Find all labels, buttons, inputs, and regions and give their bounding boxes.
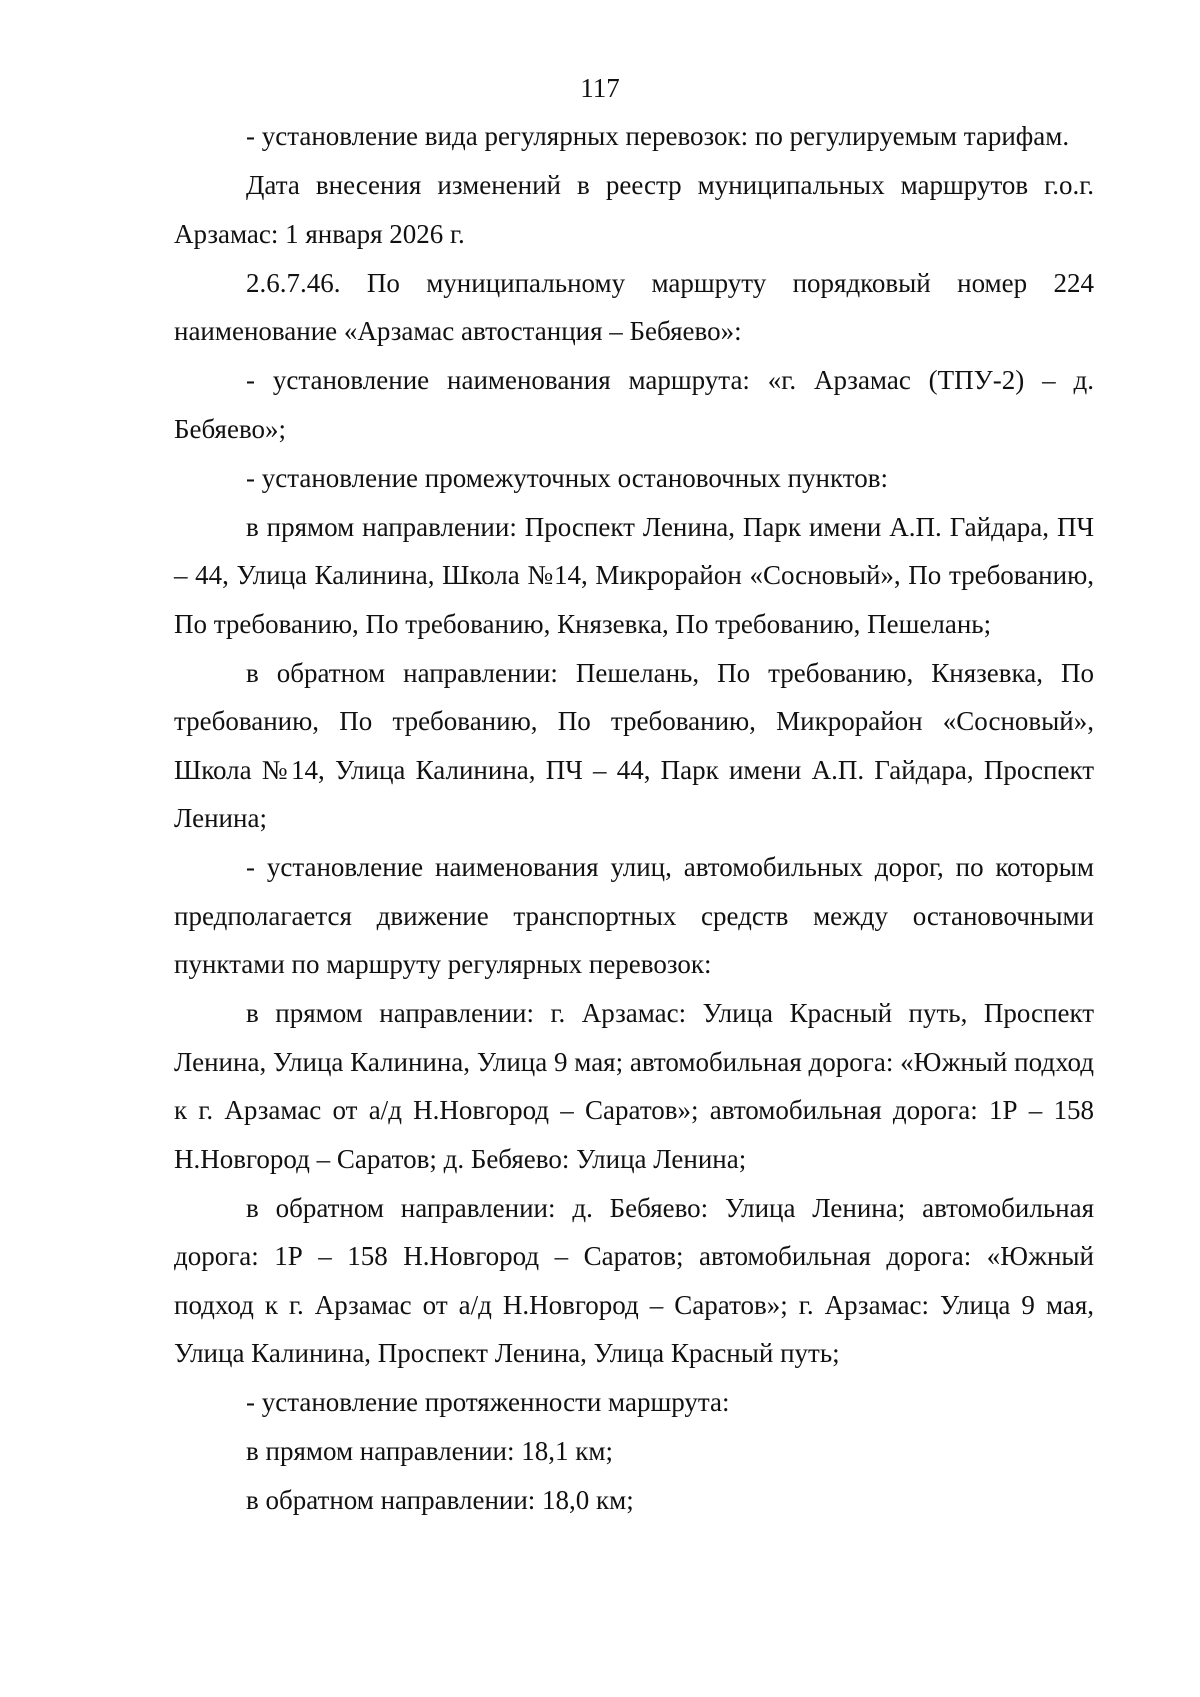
- paragraph-registry-change-date: Дата внесения изменений в реестр муниципальных маршрутов г.о.г. Арзамас: 1 января 2026 г.: [174, 170, 1094, 249]
- paragraph-regular-transport-type: - установление вида регулярных перевозок: по регулируемым тарифам.: [246, 121, 1070, 151]
- paragraph-route-name: - установление наименования маршрута: «г. Арзамас (ТПУ-2) – д. Бебяево»;: [174, 365, 1094, 444]
- paragraph-length-forward: в прямом направлении: 18,1 км;: [246, 1436, 613, 1466]
- paragraph-stops-forward: в прямом направлении: Проспект Ленина, Парк имени А.П. Гайдара, ПЧ – 44, Улица Калинина, Школа №14, Микрорайон «Сосновый», По требованию, По требованию, По требованию, Князевка, По требованию, Пешелань;: [174, 511, 1094, 639]
- document-body: [174, 112, 1094, 1525]
- paragraph-stops-backward: в обратном направлении: Пешелань, По требованию, Князевка, По требованию, По требованию, По требованию, Микрорайон «Сосновый», Школа №14, Улица Калинина, ПЧ – 44, Парк имени А.П. Гайдара, Проспект Ленина;: [174, 657, 1094, 833]
- paragraph-streets-forward: в прямом направлении: г. Арзамас: Улица Красный путь, Проспект Ленина, Улица Калинина, Улица 9 мая; автомобильная дорога: «Южный подход к г. Арзамас от а/д Н.Новгород – Саратов»; автомобильная дорога: 1Р – 158 Н.Новгород – Саратов; д. Бебяево: Улица Ленина;: [174, 998, 1094, 1174]
- paragraph-route-224-heading: 2.6.7.46. По муниципальному маршруту порядковый номер 224 наименование «Арзамас автостанция – Бебяево»:: [174, 267, 1094, 346]
- page-number: 117: [580, 73, 620, 103]
- paragraph-streets-heading: - установление наименования улиц, автомобильных дорог, по которым предполагается движение транспортных средств между остановочными пунктами по маршруту регулярных перевозок:: [174, 852, 1094, 979]
- paragraph-streets-backward: в обратном направлении: д. Бебяево: Улица Ленина; автомобильная дорога: 1Р – 158 Н.Новгород – Саратов; автомобильная дорога: «Южный подход к г. Арзамас от а/д Н.Новгород – Саратов»; г. Арзамас: Улица 9 мая, Улица Калинина, Проспект Ленина, Улица Красный путь;: [174, 1192, 1094, 1368]
- paragraph-intermediate-stops-heading: - установление промежуточных остановочных пунктов:: [246, 462, 888, 493]
- paragraph-route-length-heading: - установление протяженности маршрута:: [246, 1387, 730, 1417]
- paragraph-length-backward: в обратном направлении: 18,0 км;: [246, 1485, 634, 1515]
